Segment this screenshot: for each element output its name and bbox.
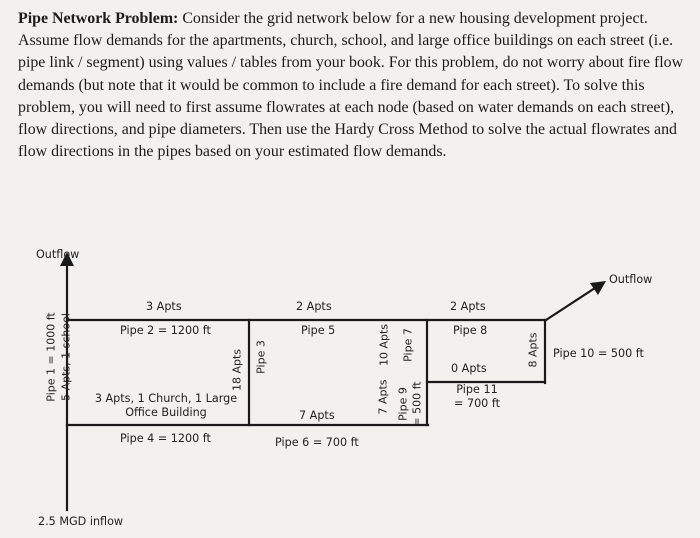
pipe-5-demand: 2 Apts [296, 300, 332, 313]
pipe-11-label-line2: = 700 ft [454, 397, 500, 410]
pipe-11-label-line1: Pipe 11 [456, 383, 498, 396]
pipe-7-demand: 10 Apts [377, 323, 391, 367]
pipe-4-demand-line2: Office Building [125, 406, 207, 419]
pipe-9-length: = 500 ft [410, 381, 424, 427]
pipe-2-demand: 3 Apts [146, 300, 182, 313]
pipe-11-label [446, 383, 508, 411]
pipe-4-demand-line1: 3 Apts, 1 Church, 1 Large [94, 392, 238, 405]
pipe-3-demand: 18 Apts [230, 348, 244, 392]
pipe-3-label: Pipe 3 [254, 340, 268, 374]
pipe-6-label: Pipe 6 = 700 ft [275, 436, 359, 449]
inflow-label: 2.5 MGD inflow [38, 515, 124, 528]
pipe-8-label: Pipe 8 [453, 324, 488, 337]
outflow-right-label: Outflow [609, 273, 653, 286]
outflow-left-label: Outflow [36, 248, 80, 261]
outflow-diagonal-line [546, 286, 598, 320]
pipe-4-demand [86, 392, 246, 420]
pipe-10-label: Pipe 10 = 500 ft [553, 347, 644, 360]
problem-heading: Pipe Network Problem: [18, 10, 179, 27]
outflow-right-arrow [590, 281, 606, 295]
pipe-9-demand: 7 Apts [376, 379, 390, 415]
pipe-6-demand: 7 Apts [299, 409, 335, 422]
pipe-11-demand: 0 Apts [451, 362, 487, 375]
pipe-9-label: Pipe 9 [396, 387, 410, 421]
pipe-2-label: Pipe 2 = 1200 ft [120, 324, 211, 337]
pipe-1-demand: 5 Apts, 1 school [59, 313, 73, 401]
problem-body: Consider the grid network below for a new housing development project. Assume flow demands for the apartments, church, school, and large office buildings on each street (i.e. pipe link / segment) using values / tables from your book. For this problem, do not worry about fire flow demands (but note that it would be common to include a fire demand for each street). To solve this problem, you will need to first assume flowrates at each node (based on water demands on each street), flow directions, and pipe diameters. Then use the Hardy Cross Method to solve the actual flowrates and flow directions in the pipes based on your estimated flow demands. [18, 10, 684, 161]
pipe-5-label: Pipe 5 [301, 324, 336, 337]
pipe-8-demand: 2 Apts [450, 300, 486, 313]
pipe-10-demand: 8 Apts [526, 332, 540, 368]
pipe-4-label: Pipe 4 = 1200 ft [120, 432, 211, 445]
pipe-1-label: Pipe 1 = 1000 ft [44, 312, 58, 402]
pipe-7-label: Pipe 7 [401, 328, 415, 362]
